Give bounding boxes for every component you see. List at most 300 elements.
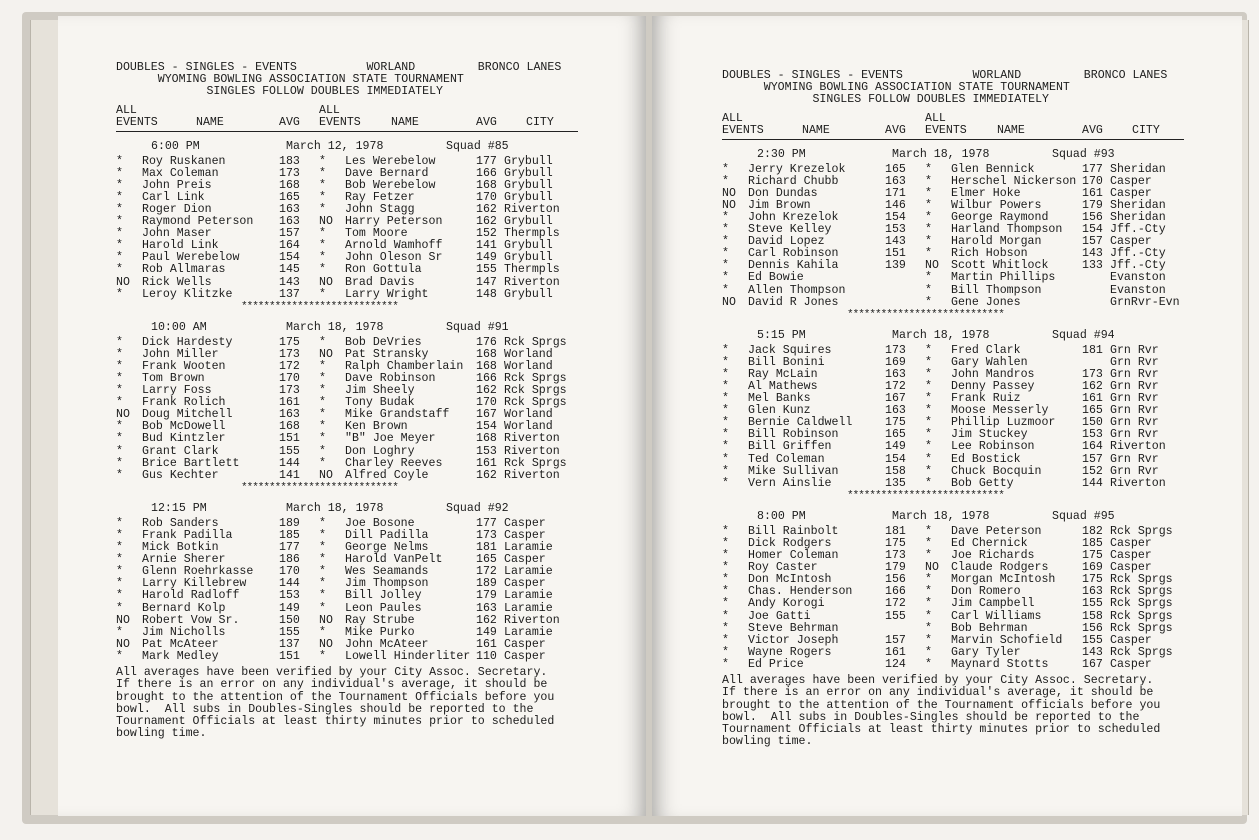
city: Rck Sprgs <box>504 396 567 410</box>
city: Riverton <box>504 613 560 627</box>
all-events-1: * <box>116 577 123 591</box>
avg-1: 172 <box>885 597 906 611</box>
column-label-name2: NAME <box>997 123 1025 137</box>
header-line: DOUBLES - SINGLES - EVENTS WORLAND BRONCO LANES <box>722 69 1168 82</box>
avg-2: 175 <box>1082 573 1103 587</box>
city: Riverton <box>504 275 560 289</box>
all-events-1: * <box>116 227 123 241</box>
city: Evanston <box>1110 283 1166 297</box>
avg-2: 161 <box>1082 186 1103 200</box>
city: Rck Sprgs <box>504 335 567 349</box>
city: Worland <box>504 347 553 361</box>
name-2: Claude Rodgers <box>951 561 1049 575</box>
all-events-1: * <box>722 392 729 406</box>
avg-1: 186 <box>279 553 300 567</box>
avg-1: 179 <box>885 561 906 575</box>
footnote-line: bowl. All subs in Doubles-Singles should be reported to the <box>722 710 1140 724</box>
all-events-1: * <box>722 355 729 369</box>
name-1: Glenn Roehrkasse <box>142 565 254 579</box>
name-1: John Miller <box>142 347 219 361</box>
city: Riverton <box>1110 476 1166 490</box>
right-page <box>652 16 1242 816</box>
name-2: Maynard Stotts <box>951 657 1049 671</box>
name-1: Don McIntosh <box>748 573 832 587</box>
name-1: Vern Ainslie <box>748 476 832 490</box>
avg-2: 168 <box>476 178 497 192</box>
squad-block <box>722 510 1232 671</box>
name-2: Phillip Luzmoor <box>951 416 1056 430</box>
name-1: Grant Clark <box>142 444 219 458</box>
column-header <box>116 105 578 132</box>
avg-1: 173 <box>279 166 300 180</box>
name-1: Bill Rainbolt <box>748 524 839 538</box>
all-events-1: NO <box>116 408 130 422</box>
all-events-2: * <box>319 384 326 398</box>
all-events-1: * <box>722 259 729 273</box>
city: Rck Sprgs <box>1110 573 1173 587</box>
name-2: Don Romero <box>951 585 1021 599</box>
avg-1: 170 <box>279 372 300 386</box>
footnote-line: bowling time. <box>116 727 207 741</box>
all-events-1: * <box>116 432 123 446</box>
separator-stars: **************************** <box>241 300 398 313</box>
separator-stars: **************************** <box>241 481 398 494</box>
name-1: Arnie Sherer <box>142 553 226 567</box>
name-2: Harold Morgan <box>951 235 1042 249</box>
all-events-1: NO <box>116 637 130 651</box>
avg-1: 156 <box>885 573 906 587</box>
name-1: Ed Bowie <box>748 271 804 285</box>
all-events-2: * <box>319 239 326 253</box>
name-2: Ron Gottula <box>345 263 422 277</box>
all-events-1: * <box>116 420 123 434</box>
avg-2: 155 <box>476 263 497 277</box>
name-1: Gus Kechter <box>142 468 219 482</box>
column-label-events2: EVENTS <box>925 123 967 137</box>
avg-2: 133 <box>1082 259 1103 273</box>
name-2: Joe Bosone <box>345 516 415 530</box>
name-2: George Raymond <box>951 210 1049 224</box>
all-events-1: * <box>116 239 123 253</box>
left-page <box>58 16 646 816</box>
city: Grybull <box>504 287 553 301</box>
all-events-2: * <box>319 541 326 555</box>
avg-1: 151 <box>885 247 906 261</box>
all-events-2: * <box>319 166 326 180</box>
avg-1: 169 <box>885 355 906 369</box>
avg-2: 162 <box>476 215 497 229</box>
name-2: Dave Peterson <box>951 524 1042 538</box>
name-2: Scott Whitlock <box>951 259 1049 273</box>
avg-1: 175 <box>885 536 906 550</box>
all-events-1: * <box>116 625 123 639</box>
city: Grybull <box>504 215 553 229</box>
table-row <box>722 345 1232 357</box>
name-1: John Preis <box>142 178 212 192</box>
all-events-1: * <box>722 367 729 381</box>
city: Casper <box>1110 657 1152 671</box>
all-events-1: NO <box>722 186 736 200</box>
column-label-avg2: AVG <box>1082 123 1103 137</box>
all-events-2: * <box>319 227 326 241</box>
avg-2: 177 <box>476 154 497 168</box>
all-events-1: * <box>116 202 123 216</box>
name-2: Wilbur Powers <box>951 198 1042 212</box>
city: Laramie <box>504 589 553 603</box>
avg-1: 149 <box>885 440 906 454</box>
avg-2: 143 <box>1082 645 1103 659</box>
all-events-2: * <box>319 178 326 192</box>
avg-2: 163 <box>476 601 497 615</box>
all-events-2: * <box>319 154 326 168</box>
name-1: Dick Rodgers <box>748 536 832 550</box>
avg-1: 150 <box>279 613 300 627</box>
city: Riverton <box>504 444 560 458</box>
all-events-2: * <box>925 174 932 188</box>
all-events-2: * <box>319 263 326 277</box>
all-events-2: * <box>319 553 326 567</box>
name-2: Dill Padilla <box>345 528 429 542</box>
city: Casper <box>504 577 546 591</box>
city: Grybull <box>504 251 553 265</box>
avg-2: 166 <box>476 372 497 386</box>
name-2: Joe Richards <box>951 549 1035 563</box>
city: Casper <box>1110 536 1152 550</box>
name-2: Bob DeVries <box>345 335 422 349</box>
avg-1: 158 <box>885 464 906 478</box>
city: Riverton <box>504 432 560 446</box>
name-1: Glen Kunz <box>748 404 811 418</box>
avg-2: 189 <box>476 577 497 591</box>
name-2: Ray Fetzer <box>345 190 415 204</box>
avg-2: 153 <box>1082 428 1103 442</box>
name-1: Leroy Klitzke <box>142 287 233 301</box>
name-2: Ed Bostick <box>951 452 1021 466</box>
name-2: Rich Hobson <box>951 247 1028 261</box>
table-row <box>116 590 636 602</box>
avg-1: 168 <box>279 178 300 192</box>
column-label-avg1: AVG <box>885 123 906 137</box>
column-header <box>722 113 1184 140</box>
all-events-2: * <box>925 186 932 200</box>
city: Rck Sprgs <box>504 384 567 398</box>
avg-1: 163 <box>885 174 906 188</box>
avg-2: 170 <box>476 190 497 204</box>
footnote-line: Tournament Officials at least thirty minutes prior to scheduled <box>722 723 1161 737</box>
name-1: Frank Padilla <box>142 528 233 542</box>
avg-2: 170 <box>476 396 497 410</box>
name-2: Denny Passey <box>951 380 1035 394</box>
name-2: Ed Chernick <box>951 536 1028 550</box>
name-1: Frank Rolich <box>142 396 226 410</box>
avg-1: 144 <box>279 577 300 591</box>
squad-title <box>116 140 636 156</box>
avg-2: 149 <box>476 251 497 265</box>
avg-1: 144 <box>279 456 300 470</box>
squad-title <box>722 329 1232 345</box>
avg-2: 156 <box>1082 210 1103 224</box>
city: Worland <box>504 408 553 422</box>
all-events-1: * <box>722 162 729 176</box>
avg-1: 151 <box>279 432 300 446</box>
avg-2: 158 <box>1082 609 1103 623</box>
name-1: Mel Banks <box>748 392 811 406</box>
name-2: Morgan McIntosh <box>951 573 1056 587</box>
all-events-2: NO <box>319 347 333 361</box>
footnote-line: If there is an error on any individual's average, it should be <box>116 678 548 692</box>
city: Grn Rvr <box>1110 392 1159 406</box>
avg-2: 156 <box>1082 621 1103 635</box>
all-events-1: * <box>722 561 729 575</box>
name-1: Wayne Rogers <box>748 645 832 659</box>
footnote <box>722 675 1192 749</box>
city: Laramie <box>504 541 553 555</box>
avg-2: 177 <box>1082 162 1103 176</box>
all-events-1: * <box>116 516 123 530</box>
name-1: Bernard Kolp <box>142 601 226 615</box>
table-row <box>116 168 636 180</box>
header-line: DOUBLES - SINGLES - EVENTS WORLAND BRONCO LANES <box>116 61 562 74</box>
avg-1: 154 <box>885 452 906 466</box>
all-events-2: * <box>319 359 326 373</box>
all-events-2: * <box>925 283 932 297</box>
all-events-2: NO <box>319 215 333 229</box>
name-2: Brad Davis <box>345 275 415 289</box>
squad-date: March 12, 1978 <box>286 139 384 153</box>
all-events-2: * <box>925 235 932 249</box>
column-label-all2: ALL <box>925 111 946 125</box>
name-2: Frank Ruiz <box>951 392 1021 406</box>
all-events-1: * <box>116 287 123 301</box>
city: Grn Rvr <box>1110 380 1159 394</box>
avg-1: 163 <box>279 215 300 229</box>
name-2: Bill Thompson <box>951 283 1042 297</box>
name-1: Al Mathews <box>748 380 818 394</box>
column-label-events1: EVENTS <box>116 115 158 129</box>
name-2: Fred Clark <box>951 343 1021 357</box>
all-events-2: * <box>319 372 326 386</box>
name-2: Carl Williams <box>951 609 1042 623</box>
name-1: Don Dundas <box>748 186 818 200</box>
avg-2: 162 <box>1082 380 1103 394</box>
all-events-2: * <box>925 464 932 478</box>
name-2: John Mandros <box>951 367 1035 381</box>
avg-1: 154 <box>279 251 300 265</box>
name-2: Gene Jones <box>951 295 1021 309</box>
city: Grn Rvr <box>1110 416 1159 430</box>
all-events-1: * <box>116 396 123 410</box>
avg-2: 179 <box>1082 198 1103 212</box>
name-1: Raymond Peterson <box>142 215 254 229</box>
avg-2: 185 <box>1082 536 1103 550</box>
all-events-2: * <box>925 271 932 285</box>
all-events-1: * <box>116 541 123 555</box>
name-2: Jim Thompson <box>345 577 429 591</box>
all-events-1: * <box>116 178 123 192</box>
name-1: John Maser <box>142 227 212 241</box>
squad-time: 6:00 PM <box>151 139 200 153</box>
city: Grn Rvr <box>1110 464 1159 478</box>
name-1: Allen Thompson <box>748 283 846 297</box>
all-events-2: * <box>925 573 932 587</box>
avg-1: 161 <box>279 396 300 410</box>
name-2: Ken Brown <box>345 420 408 434</box>
all-events-2: * <box>925 247 932 261</box>
table-row <box>116 433 636 445</box>
name-1: Steve Behrman <box>748 621 839 635</box>
avg-1: 155 <box>279 444 300 458</box>
all-events-2: * <box>925 536 932 550</box>
avg-2: 152 <box>1082 464 1103 478</box>
city: Casper <box>1110 633 1152 647</box>
page-header <box>116 62 636 99</box>
avg-2: 162 <box>476 613 497 627</box>
all-events-1: * <box>722 283 729 297</box>
city: Casper <box>504 528 546 542</box>
all-events-1: * <box>722 452 729 466</box>
table-row <box>722 164 1232 176</box>
avg-1: 189 <box>279 516 300 530</box>
squad-number: Squad #91 <box>446 320 509 334</box>
table-row <box>722 635 1232 647</box>
squad-time: 8:00 PM <box>757 509 806 523</box>
squad-time: 2:30 PM <box>757 147 806 161</box>
footnote-line: brought to the attention of the Tournament officials before you <box>722 698 1161 712</box>
name-2: Mike Purko <box>345 625 415 639</box>
all-events-2: NO <box>319 468 333 482</box>
avg-1: 157 <box>279 227 300 241</box>
all-events-1: NO <box>116 275 130 289</box>
name-1: Roger Dion <box>142 202 212 216</box>
name-2: Ray Strube <box>345 613 415 627</box>
all-events-2: * <box>319 444 326 458</box>
all-events-2: * <box>925 162 932 176</box>
city: Rck Sprgs <box>1110 645 1173 659</box>
name-2: Tony Budak <box>345 396 415 410</box>
all-events-1: * <box>116 166 123 180</box>
avg-2: 154 <box>476 420 497 434</box>
city: Worland <box>504 359 553 373</box>
table-row <box>116 446 636 458</box>
page-header <box>722 70 1232 107</box>
avg-1: 172 <box>885 380 906 394</box>
avg-1: 137 <box>279 637 300 651</box>
name-1: Max Coleman <box>142 166 219 180</box>
all-events-1: * <box>722 416 729 430</box>
all-events-1: * <box>116 263 123 277</box>
table-row <box>722 454 1232 466</box>
avg-1: 173 <box>885 549 906 563</box>
all-events-1: * <box>722 657 729 671</box>
all-events-1: * <box>116 190 123 204</box>
table-row <box>116 603 636 615</box>
all-events-1: * <box>722 223 729 237</box>
table-row <box>722 623 1232 635</box>
city: Rck Sprgs <box>504 456 567 470</box>
avg-2: 163 <box>1082 585 1103 599</box>
name-1: David R Jones <box>748 295 839 309</box>
avg-2: 177 <box>476 516 497 530</box>
city: Sheridan <box>1110 162 1166 176</box>
all-events-1: * <box>116 649 123 663</box>
all-events-2: * <box>319 456 326 470</box>
name-1: Andy Korogi <box>748 597 825 611</box>
all-events-2: * <box>925 416 932 430</box>
name-1: Bill Robinson <box>748 428 839 442</box>
all-events-1: * <box>116 251 123 265</box>
name-2: Bob Getty <box>951 476 1014 490</box>
squad-block <box>116 140 636 313</box>
all-events-2: * <box>319 649 326 663</box>
avg-2: 167 <box>476 408 497 422</box>
header-line: WYOMING BOWLING ASSOCIATION STATE TOURNAMENT <box>116 73 464 87</box>
avg-1: 163 <box>885 404 906 418</box>
avg-1: 141 <box>279 468 300 482</box>
city: Grybull <box>504 166 553 180</box>
name-2: Elmer Hoke <box>951 186 1021 200</box>
table-row <box>116 627 636 639</box>
city: Casper <box>504 649 546 663</box>
all-events-2: * <box>319 577 326 591</box>
squad-block <box>116 502 636 663</box>
all-events-2: * <box>319 528 326 542</box>
all-events-1: * <box>116 601 123 615</box>
avg-1: 183 <box>279 154 300 168</box>
header-line: SINGLES FOLLOW DOUBLES IMMEDIATELY <box>116 85 443 99</box>
name-1: Harold Link <box>142 239 219 253</box>
name-1: Bill Griffen <box>748 440 832 454</box>
name-1: Brice Bartlett <box>142 456 240 470</box>
name-2: Harry Peterson <box>345 215 443 229</box>
avg-1: 177 <box>279 541 300 555</box>
avg-2: 148 <box>476 287 497 301</box>
name-1: Tom Brown <box>142 372 205 386</box>
name-2: Jim Stuckey <box>951 428 1028 442</box>
city: Grybull <box>504 239 553 253</box>
all-events-2: * <box>925 343 932 357</box>
footnote-line: bowling time. <box>722 735 813 749</box>
avg-1: 172 <box>279 359 300 373</box>
footnote-line: bowl. All subs in Doubles-Singles should be reported to the <box>116 702 534 716</box>
name-1: Jim Nicholls <box>142 625 226 639</box>
squad-number: Squad #94 <box>1052 328 1115 342</box>
all-events-1: NO <box>116 613 130 627</box>
name-1: Dennis Kahila <box>748 259 839 273</box>
name-1: Mick Botkin <box>142 541 219 555</box>
avg-1: 168 <box>279 420 300 434</box>
avg-2: 182 <box>1082 524 1103 538</box>
city: Casper <box>1110 549 1152 563</box>
city: Grn Rvr <box>1110 367 1159 381</box>
all-events-2: * <box>925 223 932 237</box>
all-events-1: NO <box>722 295 736 309</box>
name-1: Dick Hardesty <box>142 335 233 349</box>
all-events-1: * <box>722 609 729 623</box>
name-2: Dave Bernard <box>345 166 429 180</box>
all-events-2: NO <box>925 561 939 575</box>
header-line: SINGLES FOLLOW DOUBLES IMMEDIATELY <box>722 93 1049 107</box>
squad-number: Squad #95 <box>1052 509 1115 523</box>
squad-date: March 18, 1978 <box>286 320 384 334</box>
city: Casper <box>504 553 546 567</box>
table-row <box>722 272 1232 284</box>
avg-1: 137 <box>279 287 300 301</box>
name-2: Mike Grandstaff <box>345 408 450 422</box>
avg-1: 163 <box>885 367 906 381</box>
all-events-2: * <box>925 645 932 659</box>
avg-2: 173 <box>1082 367 1103 381</box>
name-1: Roy Caster <box>748 561 818 575</box>
